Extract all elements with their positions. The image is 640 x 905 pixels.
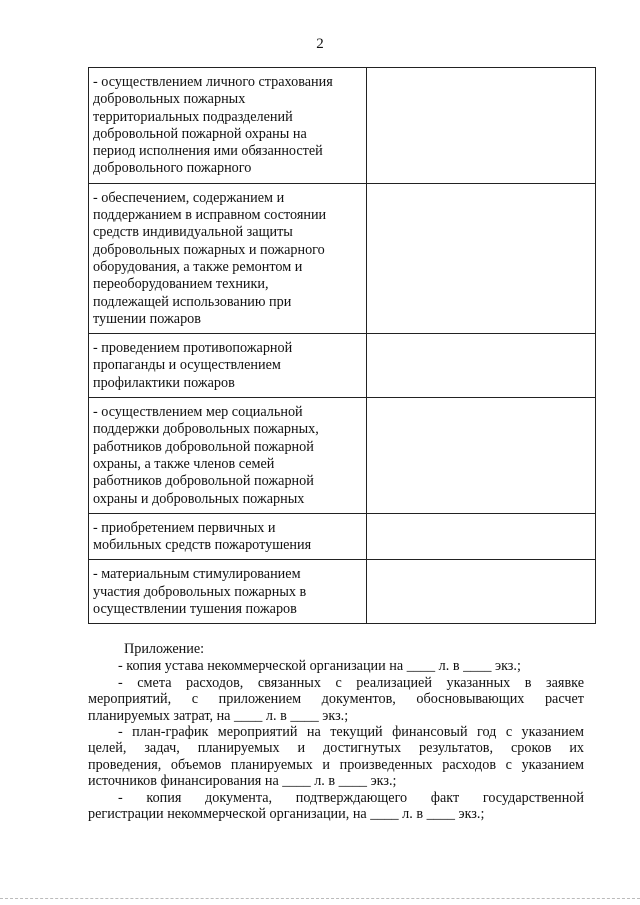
- table-row-label: [89, 334, 367, 398]
- cell-line: пропаганды и осуществлением: [93, 357, 281, 374]
- cell-line: - проведением противопожарной: [93, 340, 293, 357]
- cell-line: профилактики пожаров: [93, 374, 235, 391]
- attachment-item: - копия устава некоммерческой организации на ____ л. в ____ экз.;: [118, 658, 521, 675]
- attachment-item: [88, 724, 584, 790]
- cell-line: добровольных пожарных и пожарного: [93, 241, 325, 258]
- page-number: 2: [316, 36, 324, 52]
- table-row-value: [367, 68, 596, 184]
- table-row-value: [367, 513, 596, 560]
- attachment-line: - смета расходов, связанных с реализацией указанных в заявке: [118, 674, 584, 691]
- table-row-value: [367, 334, 596, 398]
- attachment-line: планируемых затрат, на ____ л. в ____ экз.;: [88, 707, 349, 724]
- cell-line: оборудования, а также ремонтом и: [93, 258, 303, 275]
- cell-line: участия добровольных пожарных в: [93, 583, 307, 600]
- cell-line: добровольного пожарного: [93, 160, 252, 177]
- table-row: [89, 398, 596, 514]
- cell-line: охраны, а также членов семей: [93, 455, 275, 472]
- cell-line: - осуществлением мер социальной: [93, 404, 303, 421]
- attachments-section: [88, 641, 584, 822]
- attachment-line: проведения, объемов планируемых и произведенных расходов с указанием: [88, 756, 584, 773]
- cell-line: поддержки добровольных пожарных,: [93, 421, 319, 438]
- table-row: [89, 68, 596, 184]
- cell-line: подлежащей использованию при: [93, 293, 292, 310]
- attachment-item: [88, 790, 584, 823]
- attachment-item: [88, 675, 584, 724]
- cell-line: мобильных средств пожаротушения: [93, 537, 312, 554]
- table-row-label: [89, 398, 367, 514]
- cell-line: территориальных подразделений: [93, 108, 293, 125]
- table-row-label: [89, 560, 367, 624]
- table-row: [89, 334, 596, 398]
- cell-line: работников добровольной пожарной: [93, 473, 314, 490]
- attachments-title: Приложение:: [124, 641, 205, 657]
- table-row-value: [367, 398, 596, 514]
- cell-line: добровольных пожарных: [93, 91, 246, 108]
- table-row: [89, 560, 596, 624]
- cell-line: - приобретением первичных и: [93, 519, 276, 536]
- table-row-label: [89, 183, 367, 333]
- table-row-value: [367, 183, 596, 333]
- table-row-value: [367, 560, 596, 624]
- cell-line: - материальным стимулированием: [93, 566, 301, 583]
- expense-table: [88, 67, 596, 624]
- attachment-line: регистрации некоммерческой организации, на ____ л. в ____ экз.;: [88, 806, 485, 823]
- cell-line: поддержанием в исправном состоянии: [93, 207, 327, 224]
- attachment-line: источников финансирования на ____ л. в ____ экз.;: [88, 773, 397, 790]
- table-row: [89, 183, 596, 333]
- cell-line: тушении пожаров: [93, 310, 201, 327]
- cell-line: работников добровольной пожарной: [93, 438, 314, 455]
- cell-line: средств индивидуальной защиты: [93, 224, 293, 241]
- cell-line: - обеспечением, содержанием и: [93, 189, 285, 206]
- table-row-label: [89, 513, 367, 560]
- cell-line: осуществлении тушения пожаров: [93, 601, 297, 618]
- cell-line: - осуществлением личного страхования: [93, 74, 333, 90]
- cell-line: добровольной пожарной охраны на: [93, 125, 307, 142]
- table-row: [89, 513, 596, 560]
- attachment-line: целей, задач, планируемых и достигнутых результатов, сроков их: [88, 740, 584, 757]
- table-row-label: [89, 68, 367, 184]
- attachment-line: - план-график мероприятий на текущий финансовый год с указанием: [118, 724, 584, 741]
- attachment-line: - копия документа, подтверждающего факт государственной: [118, 789, 584, 806]
- cell-line: охраны и добровольных пожарных: [93, 490, 305, 507]
- cell-line: переоборудованием техники,: [93, 276, 269, 293]
- page-bottom-edge: [0, 898, 640, 899]
- cell-line: период исполнения ими обязанностей: [93, 143, 323, 160]
- attachment-line: мероприятий, с приложением документов, обосновывающих расчет: [88, 691, 584, 708]
